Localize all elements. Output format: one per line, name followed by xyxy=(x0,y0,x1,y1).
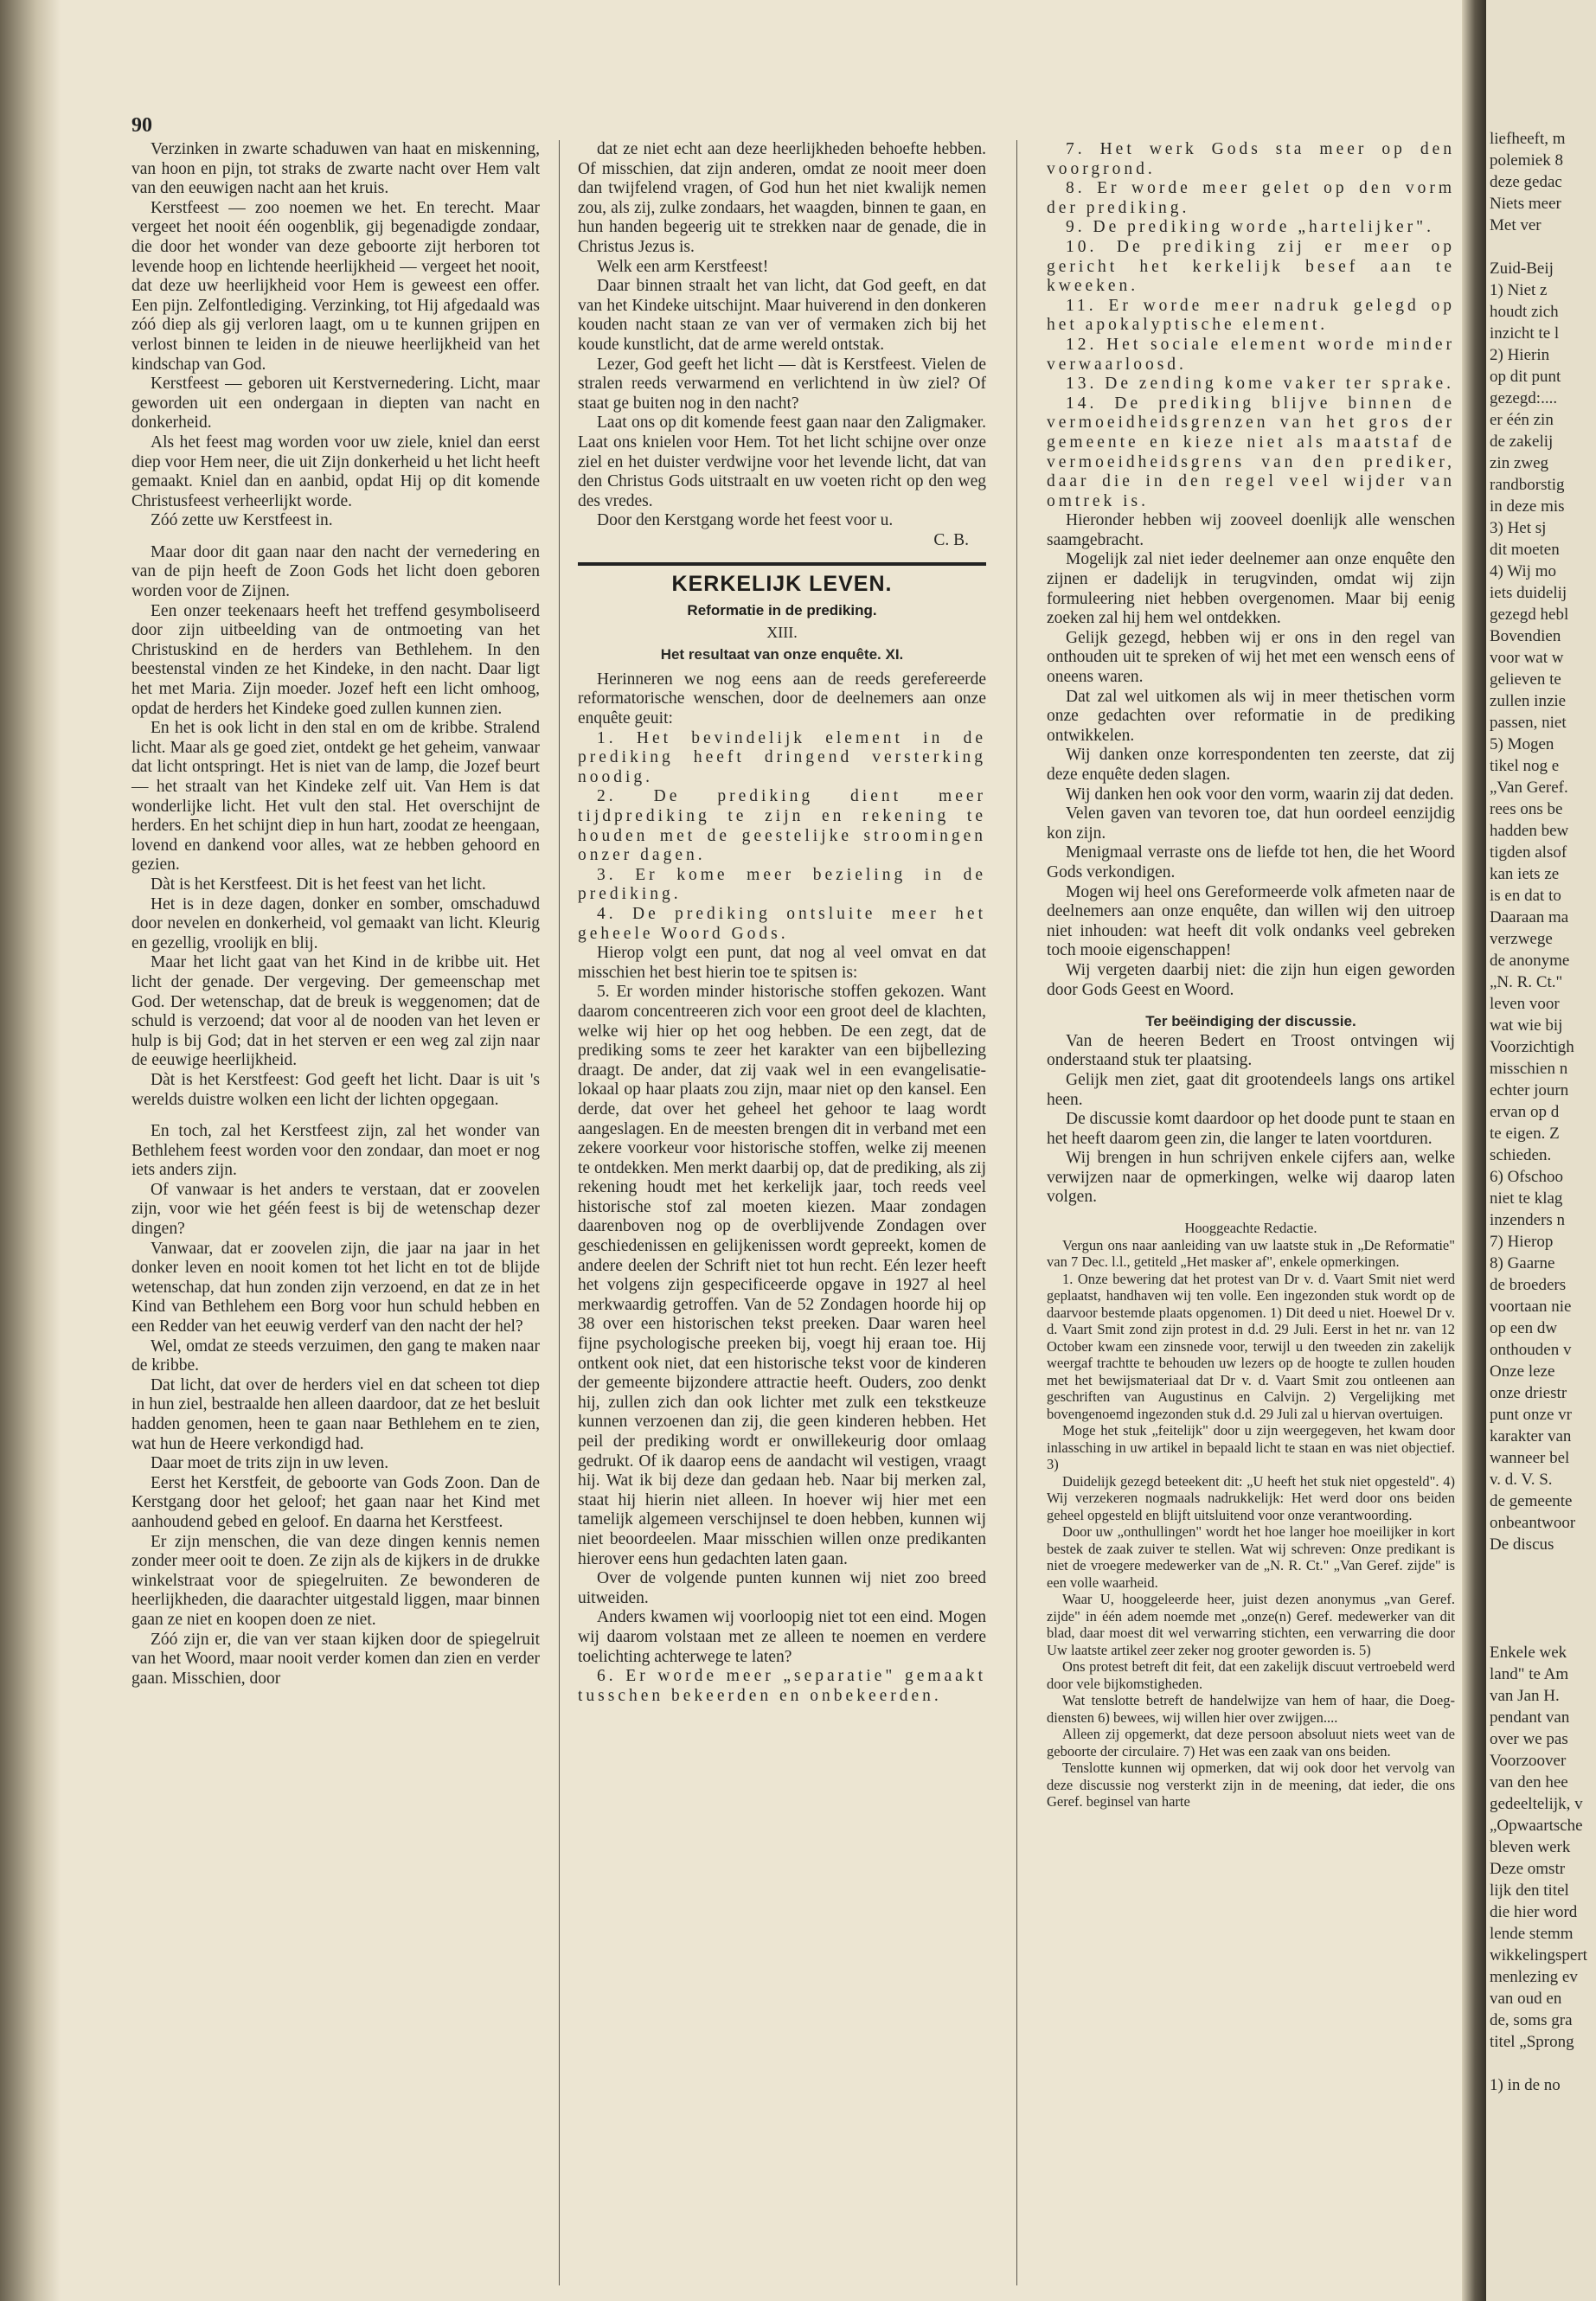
wish-list xyxy=(1047,140,1455,511)
article-title: Het resultaat van onze enquête. XI. xyxy=(660,646,904,663)
adjacent-page-line: gelieven te xyxy=(1490,670,1561,689)
adjacent-page-line: 3) Het sj xyxy=(1490,519,1547,537)
adjacent-page-line: 1) Niet z xyxy=(1490,281,1548,299)
series-number: XIII. xyxy=(766,623,798,641)
adjacent-page-line: 7) Hierop xyxy=(1490,1233,1554,1251)
adjacent-page-line: Niets meer xyxy=(1490,195,1561,213)
adjacent-page-line: polemiek 8 xyxy=(1490,151,1563,170)
paragraph: Een onzer teekenaars heeft het treffend gesymboliseerd door zijn uitbeelding van de ontmoeting van het Christuskind en de herders van Bethlehem. In den beestenstal vinden ze het Kindeke, in den nacht. Daar ligt het met Maria. Zijn moeder. Jozef heft een licht omhoog, opdat de herders het Kindeke goed zullen kunnen zien. xyxy=(131,601,540,718)
page-number: 90 xyxy=(131,114,152,137)
paragraph: 14. De prediking blijve binnen de vermoeidheidsgrenzen van het gros der gemeente en kieze niet als maatstaf de vermoeidheidsgrens van den prediker, daar die in den regel veel wijder van omtrek is. xyxy=(1047,394,1455,510)
paragraph: 1. Onze bewering dat het protest van Dr v. d. Vaart Smit niet werd geplaatst, handhaven wij ten volle. Een ingezonden stuk wordt op de daarvoor bestemde plaats opgenomen. 1) Dit deed u niet. Hoewel Dr v. d. Vaart Smit zond zijn protest in d.d. 29 Juli. Eerst in het nr. van 12 October kwam een zinsnede voor, terwijl u den tweeden zin zakelijk weergaf trachtte te behouden uw lezers op de hoogte te zullen houden met het bewijsmateriaal dat Dr v. d. Vaart Smit zou ontleenen aan geschriften van Augustinus en Calvijn. 2) Vergelijking met bovengenoemd ingezonden stuk d.d. 29 Juli zal u hiervan overtuigen. xyxy=(1047,1270,1455,1422)
adjacent-page-line: titel „Sprong xyxy=(1490,2033,1574,2051)
adjacent-page-line: leven voor xyxy=(1490,995,1560,1013)
paragraph: 9. De prediking worde „hartelijker". xyxy=(1066,218,1434,237)
paragraph: Laat ons op dit komende feest gaan naar den Zaligmaker. Laat ons knielen voor Hem. Tot het licht schijne over onze ziel en het duister verdwijne voor het levende licht, dat van den Christus Gods uitstraalt en uw voeten richt op den weg des vredes. xyxy=(578,413,986,510)
adjacent-page-line: 1) in de no xyxy=(1490,2076,1561,2094)
adjacent-page-line: bleven werk xyxy=(1490,1838,1571,1856)
paragraph: 11. Er worde meer nadruk gelegd op het apokalyptische element. xyxy=(1047,296,1455,335)
adjacent-page-line: menlezing ev xyxy=(1490,1968,1578,1986)
paragraph: Menigmaal verraste ons de liefde tot hen, die het Woord Gods verkondigen. xyxy=(1047,843,1455,881)
column-3 xyxy=(1047,140,1455,1811)
page-edge-shadow xyxy=(0,0,61,2301)
adjacent-page-line: iets duidelij xyxy=(1490,584,1567,602)
adjacent-page-line: v. d. V. S. xyxy=(1490,1471,1553,1489)
adjacent-page-line: gezegd hebl xyxy=(1490,606,1569,624)
paragraph: Alleen zij opgemerkt, dat deze persoon absoluut niets weet van de geboorte der circulaire. 7) Het was een zaak van ons beiden. xyxy=(1047,1726,1455,1759)
paragraph: En toch, zal het Kerstfeest zijn, zal het wonder van Bethlehem feest worden voor den zondaar, dan moet er nog iets anders zijn. xyxy=(131,1122,540,1180)
paragraph: Zóó zijn er, die van ver staan kijken door de spiegelruit van het Woord, maar nooit verder komen dan zien en verder gaan. Misschien, door xyxy=(131,1630,540,1688)
enquete-article-body xyxy=(578,670,986,1706)
adjacent-page-line: van Jan H. xyxy=(1490,1687,1560,1705)
book-spine xyxy=(1462,0,1488,2301)
paragraph: Velen gaven van tevoren toe, dat hun oordeel eenzijdig kon zijn. xyxy=(1047,804,1455,843)
adjacent-page-line: Zuid-Beij xyxy=(1490,260,1554,278)
paragraph: Gelijk gezegd, hebben wij er ons in den regel van onthouden uit te spreken of wij het met een wensch eens of oneens waren. xyxy=(1047,628,1455,687)
paragraph: Kerstfeest — zoo noemen we het. En terecht. Maar vergeet het nooit één oogenblik, gij begenadigde zondaar, die door het wonder van deze geboorte zijt herboren tot levende hoop en lichtende heerlijkheid — vergeet het nooit, dat deze uw heerlijkheid voor Hem is geweest een offer. Een pijn. Zelfontlediging. Verzinking, tot Hij afgedaald was zóó diep als gij verloren laagt, om u te kunnen grijpen en verlost binnen te leiden in de nieuwe heerlijkheid van het kindschap van God. xyxy=(131,198,540,374)
paragraph: Eerst het Kerstfeit, de geboorte van Gods Zoon. Dan de Kerstgang door het geloof; het gaan naar het Kind met aanhoudend gebed en geloof. En daarna het Kerstfeest. xyxy=(131,1473,540,1531)
adjacent-page-line: onze driestr xyxy=(1490,1384,1567,1402)
adjacent-page-line: „Opwaartsche xyxy=(1490,1817,1583,1835)
paragraph: Het is in deze dagen, donker en somber, omschaduwd door nevelen en donkerheid, vol gemaakt van licht. Kleurig en gezellig, vroolijk en blij. xyxy=(131,894,540,952)
paragraph: Tenslotte kunnen wij opmerken, dat wij ook door het vervolg van deze discussie nog versterkt zijn in de meening, dat ieder, die ons Geref. beginsel van harte xyxy=(1047,1759,1455,1811)
adjacent-page-line: de, soms gra xyxy=(1490,2011,1573,2029)
paragraph: Ons protest betreft dit feit, dat een zakelijk discuut vertroebeld werd door vele bijkomstigheden. xyxy=(1047,1658,1455,1692)
adjacent-page-fragment xyxy=(1486,0,1596,2301)
adjacent-page-line: hadden bew xyxy=(1490,822,1569,840)
paragraph: Door uw „onthullingen" wordt het hoe langer hoe moeilijker in kort bestek de zaak zuiver te stellen. Wat wij schreven: Onze predikant is niet de vroegere medewerker van de „N. R. Ct." „Van Geref. zijde" is een volle waarheid. xyxy=(1047,1523,1455,1591)
adjacent-page-line: rees ons be xyxy=(1490,800,1563,818)
adjacent-page-line: Voorzichtigh xyxy=(1490,1038,1574,1056)
discussion-intro xyxy=(1047,1032,1455,1208)
adjacent-page-line: 4) Wij mo xyxy=(1490,562,1556,580)
adjacent-page-line: die hier word xyxy=(1490,1903,1578,1921)
adjacent-page-line: punt onze vr xyxy=(1490,1406,1572,1424)
adjacent-page-line: er één zin xyxy=(1490,411,1554,429)
adjacent-page-line: „N. R. Ct." xyxy=(1490,973,1563,991)
paragraph: Maar het licht gaat van het Kind in de kribbe uit. Het licht der genade. Der vergeving. Der gemeenschap met God. Der wetenschap, dat de breuk is weggenomen; dat de schuld is verzoend; dat voor al de nooden van het leven er hulp is bij God; dat in het sterven er een weg zal zijn naar de eeuwige heerlijkheid. xyxy=(131,953,540,1070)
paragraph: 10. De prediking zij er meer op gericht het kerkelijk besef aan te kweeken. xyxy=(1047,237,1455,296)
adjacent-page-line: kan iets ze xyxy=(1490,865,1560,883)
adjacent-page-line: Met ver xyxy=(1490,216,1542,234)
column-1 xyxy=(131,140,540,1689)
adjacent-page-line: voortaan nie xyxy=(1490,1298,1572,1316)
adjacent-page-line: de gemeente xyxy=(1490,1492,1573,1510)
adjacent-page-line: lijk den titel xyxy=(1490,1881,1569,1900)
paragraph: Als het feest mag worden voor uw ziele, kniel dan eerst diep voor Hem neer, die uit Zijn donkerheid u het licht heeft gemaakt. Kniel dan en aanbid, opdat Hij op dit komende Christusfeest verheerlijkt worde. xyxy=(131,433,540,510)
column-2 xyxy=(578,140,986,1706)
adjacent-page-line: gezegd:.... xyxy=(1490,389,1558,407)
discussion-heading: Ter beëindiging der discussie. xyxy=(1145,1013,1356,1030)
paragraph: Daar binnen straalt het van licht, dat God geeft, en dat van het Kindeke uitschijnt. Maar huiverend in den donkeren kouden nacht staan ze van ver of vermaken zich bij het koude kunstlicht, dat de arme wereld ontstak. xyxy=(578,277,986,354)
paragraph: Daar moet de trits zijn in uw leven. xyxy=(151,1454,389,1473)
adjacent-page-line: „Van Geref. xyxy=(1490,779,1568,797)
adjacent-page-line: wikkelingspert xyxy=(1490,1946,1587,1965)
paragraph: Maar door dit gaan naar den nacht der vernedering en van de pijn heeft de Zoon Gods het licht doen geboren worden voor de Zijnen. xyxy=(131,542,540,601)
paragraph: Waar U, hooggeleerde heer, juist dezen anonymus „van Geref. zijde" in één adem noemde met „onze(n) Geref. medewerker van dit blad, daar moest dit wel verwarring stichten, een verwarring die door Uw laatste artikel zeer zeker nog grooter geworden is. 5) xyxy=(1047,1591,1455,1658)
paragraph: Herinneren we nog eens aan de reeds gerefereerde reformatorische wenschen, door de deelnemers aan onze enquête geuit: xyxy=(578,670,986,728)
paragraph: Door den Kerstgang worde het feest voor u. xyxy=(597,511,894,530)
adjacent-page-line: van den hee xyxy=(1490,1773,1568,1791)
paragraph: 3. Er kome meer bezieling in de prediking. xyxy=(578,865,986,904)
adjacent-page-line: van oud en xyxy=(1490,1990,1562,2008)
column-rule xyxy=(559,140,560,2285)
adjacent-page-line: Onze leze xyxy=(1490,1362,1555,1381)
adjacent-page-line: misschien n xyxy=(1490,1060,1568,1078)
adjacent-page-line: op dit punt xyxy=(1490,368,1561,386)
adjacent-page-line: 2) Hierin xyxy=(1490,346,1550,364)
adjacent-page-line: verzwege xyxy=(1490,930,1553,948)
paragraph: Van de heeren Bedert en Troost ontvingen wij onderstaand stuk ter plaatsing. xyxy=(1047,1031,1455,1070)
paragraph: En het is ook licht in den stal en om de kribbe. Stralend licht. Maar als ge goed ziet, ontdekt ge het geheim, vanwaar dat licht ontspringt. Het is niet van de lamp, die Jozef beurt — het straalt van het Kindeke zelf uit. Van Hem is dat wonderlijke licht. Het vult den stal. Het overschijnt de herders. En het schijnt diep in hun hart, zoodat ze heengaan, lovend en dankend voor alles, wat ze hebben gehoord en gezien. xyxy=(131,719,540,875)
paragraph: 2. De prediking dient meer tijdprediking te zijn en rekening te houden met de geestelijke stroomingen onzer dagen. xyxy=(578,787,986,865)
adjacent-page-line: Bovendien xyxy=(1490,627,1561,645)
adjacent-page-line: over we pas xyxy=(1490,1730,1568,1748)
paragraph: Dat licht, dat over de herders viel en dat scheen tot diep in hun ziel, bestraalde hen alleen daardoor, dat ze het besluit hadden genomen, heen te gaan naar Bethlehem en te zien, wat hun de Heere verkondigd had. xyxy=(131,1375,540,1453)
letter-body xyxy=(1047,1237,1455,1811)
paragraph: 7. Het werk Gods sta meer op den voorgrond. xyxy=(1047,140,1455,178)
paragraph: Dàt is het Kerstfeest: God geeft het licht. Daar is uit 's werelds duistre wolken een licht der lichten opgegaan. xyxy=(131,1070,540,1109)
paragraph: Wij brengen in hun schrijven enkele cijfers aan, welke verwijzen naar de opmerkingen, welke wij daarop laten volgen. xyxy=(1047,1149,1455,1207)
adjacent-page-line: deze gedac xyxy=(1490,173,1562,191)
adjacent-page-line: inzenders n xyxy=(1490,1211,1566,1229)
adjacent-page-line: echter journ xyxy=(1490,1081,1569,1099)
adjacent-page-line: de zakelij xyxy=(1490,433,1554,451)
paragraph: Dàt is het Kerstfeest. Dit is het feest van het licht. xyxy=(151,875,486,894)
paragraph: Wij danken onze korrespondenten ten zeerste, dat zij deze enquête deden slagen. xyxy=(1047,746,1455,784)
adjacent-page-line: op een dw xyxy=(1490,1319,1558,1337)
paragraph: Lezer, God geeft het licht — dàt is Kerstfeest. Vielen de stralen reeds verwarmend en verlichtend in ùw ziel? Of staat ge buiten nog in den nacht? xyxy=(578,355,986,413)
paragraph: Kerstfeest — geboren uit Kerstvernedering. Licht, maar geworden uit een ondergaan in diepten van nacht en donkerheid. xyxy=(131,375,540,433)
paragraph: Moge het stuk „feitelijk" door u zijn weergegeven, het kwam door inlassching in uw artikel in bepaald licht te staan en was niet objectief. 3) xyxy=(1047,1422,1455,1473)
adjacent-page-line: De discus xyxy=(1490,1535,1554,1554)
adjacent-page-line: lende stemm xyxy=(1490,1925,1574,1943)
adjacent-page-line: schieden. xyxy=(1490,1146,1552,1164)
series-title: Reformatie in de prediking. xyxy=(687,602,877,619)
adjacent-page-line: 6) Ofschoo xyxy=(1490,1168,1563,1186)
adjacent-page-line: te eigen. Z xyxy=(1490,1125,1560,1143)
letter-salutation: Hooggeachte Redactie. xyxy=(1184,1220,1317,1237)
paragraph: Vergun ons naar aanleiding van uw laatste stuk in „De Reformatie" van 7 Dec. l.l., getiteld „Het masker af", enkele opmerkingen. xyxy=(1047,1236,1455,1271)
adjacent-page-line: Daaraan ma xyxy=(1490,908,1569,926)
adjacent-page-line: Voorzoover xyxy=(1490,1752,1567,1770)
adjacent-page-line: niet te klag xyxy=(1490,1189,1563,1208)
paragraph: Mogelijk zal niet ieder deelnemer aan onze enquête den zijnen er dadelijk in terugvinden, omdat wij zijn formuleering niet hebben overgenomen. Maar bij eenig zoeken zal hij hem wel ontdekken. xyxy=(1047,550,1455,628)
adjacent-page-line: zullen inzie xyxy=(1490,692,1567,710)
paragraph: 12. Het sociale element worde minder verwaarloosd. xyxy=(1047,335,1455,374)
paragraph: 5. Er worden minder historische stoffen gekozen. Want daarom concentreeren zich voor een groot deel de klachten, welke wij hier op het oog hebben. De een zegt, dat de prediking soms te zeer het karakter van een bijbellezing draagt. De ander, dat zij vaak wel in een evangelisatie-lokaal op haar plaats zou zijn, maar niet op den kansel. Een derde, dat over het geheel het gehoor te laag wordt aangeslagen. En de meesten brengen dit in verband met een zekere voorkeur voor historische stoffen, welke zij meenen te ontdekken. Men merkt daarbij op, dat de prediking, als zij rekening houdt met het kerkelijk jaar, toch reeds veel historische stof zal moeten kiezen. Maar zondagen daarenboven nog op de overblijvende Zondagen over geschiedenissen en gelijkenissen wordt gepreekt, komen de andere deelen der Schrift niet tot hun recht. Eén lezer heeft het volgens zijn gespecificeerde opgave in 1927 al heel merkwaardig getroffen. Van de 52 Zondagen hoorde hij op 38 over een historischen tekst preeken. Daar waren heel fijne psychologische preeken bij, voegt hij eraan toe. Hij ontkent ook niet, dat een historische tekst voor de kinderen der gemeente bijzondere attractie heeft. Ouders, zoo denkt hij, zullen zich dan ook lichter met zulk een tekstkeuze kunnen verzoenen dan zij, die geen kinderen hebben. Het peil der prediking wordt er onwillekeurig door omlaag gedrukt. Of ik daarop eens de aandacht wil vestigen, vraagt hij. Wat ik bij deze dan gedaan heb. Naar bij merken zal, staat hij hierin niet alleen. In hoever wij hier met een tamelijk algemeen verschijnsel te doen hebben, kunnen wij niet beoordeelen. Maar misschien willen onze predikanten hierover eens hun gedachten laten gaan. xyxy=(578,983,986,1568)
paragraph: Er zijn menschen, die van deze dingen kennis nemen zonder meer ooit te doen. Ze zijn als de kijkers in de drukke winkelstraat voor de spiegelruiten. Ze bewonderen de heerlijkheden, die daarachter uitgestald liggen, maar binnen gaan ze niet en koopen doen ze niet. xyxy=(131,1532,540,1629)
signature: C. B. xyxy=(933,530,969,549)
paragraph: Over de volgende punten kunnen wij niet zoo breed uitweiden. xyxy=(578,1569,986,1607)
paragraph: 6. Er worde meer „separatie" gemaakt tusschen bekeerden en onbekeerden. xyxy=(578,1667,986,1705)
adjacent-page-line: liefheeft, m xyxy=(1490,130,1566,148)
adjacent-page-line: houdt zich xyxy=(1490,303,1559,321)
adjacent-page-line: karakter van xyxy=(1490,1427,1572,1445)
adjacent-page-line: 5) Mogen xyxy=(1490,735,1554,753)
adjacent-page-line: 8) Gaarne xyxy=(1490,1254,1555,1272)
adjacent-page-line: gedeeltelijk, v xyxy=(1490,1795,1583,1813)
paragraph: Wat tenslotte betreft de handelwijze van hem of haar, die Doeg-diensten 6) bewees, wij willen hier over zwijgen.... xyxy=(1047,1692,1455,1726)
adjacent-page-line: voor wat w xyxy=(1490,649,1564,667)
paragraph: Verzinken in zwarte schaduwen van haat en miskenning, van hoon en pijn, tot straks de zwarte nacht over Hem valt van den eeuwigen nacht aan het kruis. xyxy=(131,140,540,198)
section-title: KERKELIJK LEVEN. xyxy=(671,572,893,597)
paragraph: Wij vergeten daarbij niet: die zijn hun eigen geworden door Gods Geest en Woord. xyxy=(1047,960,1455,999)
adjacent-page-line: tigden alsof xyxy=(1490,843,1567,862)
paragraph: 4. De prediking ontsluite meer het geheele Woord Gods. xyxy=(578,904,986,943)
section-divider xyxy=(578,562,986,566)
adjacent-page-line: zin zweg xyxy=(1490,454,1549,472)
adjacent-page-line: dit moeten xyxy=(1490,541,1560,559)
paragraph: Welk een arm Kerstfeest! xyxy=(597,257,769,276)
christmas-article-end xyxy=(578,140,986,531)
paragraph: Vanwaar, dat er zoovelen zijn, die jaar na jaar in het donker leven en nooit komen tot het licht en tot de blijde wetenschap, dat hun zonden zijn verzoend, en dat ze in het Kind van Bethlehem een Borg voor hun schuld hebben en een Redder van het eeuwig verderf van den nacht der hel? xyxy=(131,1239,540,1336)
paragraph: Anders kwamen wij voorloopig niet tot een eind. Mogen wij daarom volstaan met ze alleen te noemen en verdere toelichting achterwege te laten? xyxy=(578,1608,986,1666)
paragraph: Zóó zette uw Kerstfeest in. xyxy=(151,511,333,530)
adjacent-page-line: Deze omstr xyxy=(1490,1860,1566,1878)
paragraph: dat ze niet echt aan deze heerlijkheden behoefte hebben. Of misschien, dat zijn anderen, omdat ze nooit meer doen dan twijfelend vragen, of God hun het niet kwalijk nemen zou, als zij, zulke zondaars, het waagden, binnen te gaan, en hun handen begeerig uit te strekken naar de genade, die in Christus Jezus is. xyxy=(578,140,986,256)
column-rule xyxy=(1016,140,1017,2285)
adjacent-page-line: ervan op d xyxy=(1490,1103,1560,1121)
adjacent-page-line: passen, niet xyxy=(1490,714,1567,732)
paragraph: 1. Het bevindelijk element in de prediking heeft dringend versterking noodig. xyxy=(578,728,986,786)
paragraph: Duidelijk gezegd beteekent dit: „U heeft het stuk niet opgesteld". 4) Wij verzekeren nogmaals nadrukkelijk: Het werd door ons beiden geheel opgesteld en blijft uitsluitend voor onze verantwoording. xyxy=(1047,1472,1455,1523)
paragraph: Mogen wij heel ons Gereformeerde volk afmeten naar de deelnemers aan onze enquête, dan willen wij den uitroep niet inhouden: wat heeft dit volk ondanks veel gebreken toch mooie eigenschappen! xyxy=(1047,882,1455,960)
adjacent-page-line: tikel nog e xyxy=(1490,757,1560,775)
adjacent-page-line: onthouden v xyxy=(1490,1341,1572,1359)
enquete-conclusion xyxy=(1047,511,1455,1000)
paragraph: Hierop volgt een punt, dat nog al veel omvat en dat misschien het best hierin toe te spitsen is: xyxy=(578,944,986,982)
paragraph: 13. De zending kome vaker ter sprake. xyxy=(1066,375,1455,394)
paragraph: 8. Er worde meer gelet op den vorm der prediking. xyxy=(1047,179,1455,217)
adjacent-page-line: onbeantwoor xyxy=(1490,1514,1576,1532)
paragraph: Dat zal wel uitkomen als wij in meer thetischen vorm onze gedachten over reformatie in de prediking ontwikkelen. xyxy=(1047,687,1455,745)
adjacent-page-line: is en dat to xyxy=(1490,887,1561,905)
paragraph: Hieronder hebben wij zooveel doenlijk alle wenschen saamgebracht. xyxy=(1047,511,1455,549)
adjacent-page-line: de anonyme xyxy=(1490,952,1570,970)
adjacent-page-line: inzicht te l xyxy=(1490,324,1560,343)
paragraph: De discussie komt daardoor op het doode punt te staan en het heeft daarom geen zin, die langer te laten voortduren. xyxy=(1047,1110,1455,1148)
adjacent-page-line: in deze mis xyxy=(1490,497,1565,516)
adjacent-page-line: wat wie bij xyxy=(1490,1016,1563,1035)
paragraph: Wel, omdat ze steeds verzuimen, den gang te maken naar de kribbe. xyxy=(131,1336,540,1375)
adjacent-page-line: de broeders xyxy=(1490,1276,1567,1294)
paragraph: Wij danken hen ook voor den vorm, waarin zij dat deden. xyxy=(1066,785,1454,804)
adjacent-page-line: pendant van xyxy=(1490,1708,1570,1727)
paragraph: Gelijk men ziet, gaat dit grootendeels langs ons artikel heen. xyxy=(1047,1070,1455,1109)
adjacent-page-line: land" te Am xyxy=(1490,1665,1569,1683)
adjacent-page-line: randborstig xyxy=(1490,476,1565,494)
adjacent-page-line: wanneer bel xyxy=(1490,1449,1570,1467)
paragraph: Of vanwaar is het anders te verstaan, dat er zoovelen zijn, voor wie het géén feest is bij de wetenschap dezer dingen? xyxy=(131,1180,540,1239)
adjacent-page-line: Enkele wek xyxy=(1490,1644,1567,1662)
